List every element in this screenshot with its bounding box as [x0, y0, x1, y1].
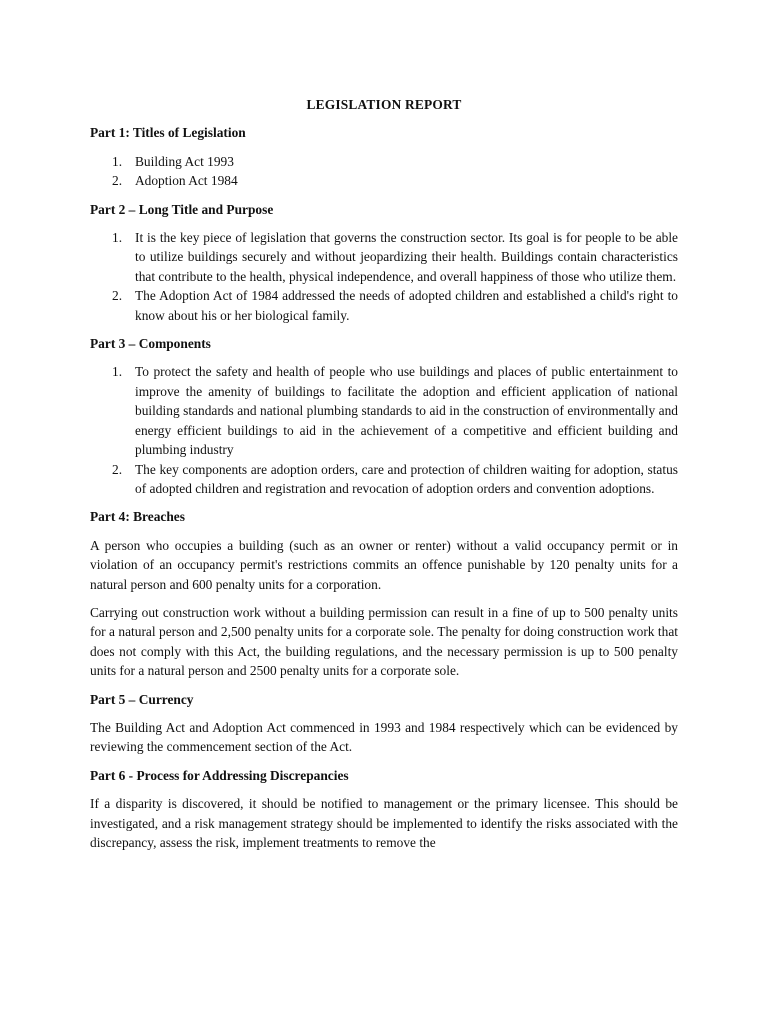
list-item — [90, 460, 678, 499]
list-item — [90, 228, 678, 286]
part5-paragraph-1: The Building Act and Adoption Act commenced in 1993 and 1984 respectively which can be evidenced by reviewing the commencement section of the Act. — [90, 719, 678, 755]
part2-list — [90, 228, 678, 325]
part6-heading: Part 6 - Process for Addressing Discrepancies — [90, 767, 349, 783]
list-item-text: The Adoption Act of 1984 addressed the needs of adopted children and established a child's right to know about his or her biological family. — [135, 288, 678, 323]
list-item-text: Building Act 1993 — [135, 153, 234, 169]
list-item — [90, 152, 678, 171]
list-number: 2. — [112, 288, 123, 304]
list-number: 1. — [112, 230, 123, 246]
part1-list — [90, 152, 678, 191]
part4-paragraph-1: A person who occupies a building (such as an owner or renter) without a valid occupancy permit or in violation of an occupancy permit's restrictions commits an offence punishable by 120 penalty units for a natural person and 600 penalty units for a corporation. — [90, 537, 678, 592]
list-item — [90, 171, 678, 190]
list-number: 2. — [112, 173, 123, 189]
document-title: LEGISLATION REPORT — [306, 97, 462, 112]
list-number: 1. — [112, 364, 123, 380]
list-item — [90, 286, 678, 325]
list-number: 1. — [112, 153, 123, 169]
list-item — [90, 362, 678, 459]
document-page — [90, 95, 678, 861]
part1-heading: Part 1: Titles of Legislation — [90, 125, 246, 141]
part4-paragraph-2: Carrying out construction work without a building permission can result in a fine of up to 500 penalty units for a natural person and 2,500 penalty units for a corporate sole. The penalty for doing construction work that does not comply with this Act, the building regulations, and the necessary permission is up to 500 penalty units for a natural person and 2500 penalty units for a corporate sole. — [90, 604, 678, 679]
part3-heading: Part 3 – Components — [90, 336, 211, 352]
list-number: 2. — [112, 461, 123, 477]
list-item-text: Adoption Act 1984 — [135, 173, 238, 189]
part6-paragraph-1: If a disparity is discovered, it should be notified to management or the primary licensee. This should be investigated, and a risk management strategy should be implemented to identify the risks associated with the discrepancy, assess the risk, implement treatments to remove the — [90, 796, 678, 850]
list-item-text: The key components are adoption orders, care and protection of children waiting for adoption, status of adopted children and registration and revocation of adoption orders and convention adoptions. — [135, 461, 678, 496]
part3-list — [90, 362, 678, 498]
part5-heading: Part 5 – Currency — [90, 691, 194, 707]
part4-heading: Part 4: Breaches — [90, 509, 185, 525]
list-item-text: It is the key piece of legislation that governs the construction sector. Its goal is for people to be able to utilize buildings securely and without jeopardizing their health. Buildings contain characteristics that contribute to the health, physical independence, and overall happiness of those who utilize them. — [135, 230, 678, 284]
list-item-text: To protect the safety and health of people who use buildings and places of public entertainment to improve the amenity of buildings to facilitate the adoption and efficient application of national building standards and national plumbing standards to aid in the construction of environmentally and energy efficient buildings to aid in the achievement of a competitive and efficient building and plumbing industry — [135, 364, 678, 458]
part2-heading: Part 2 – Long Title and Purpose — [90, 201, 274, 217]
